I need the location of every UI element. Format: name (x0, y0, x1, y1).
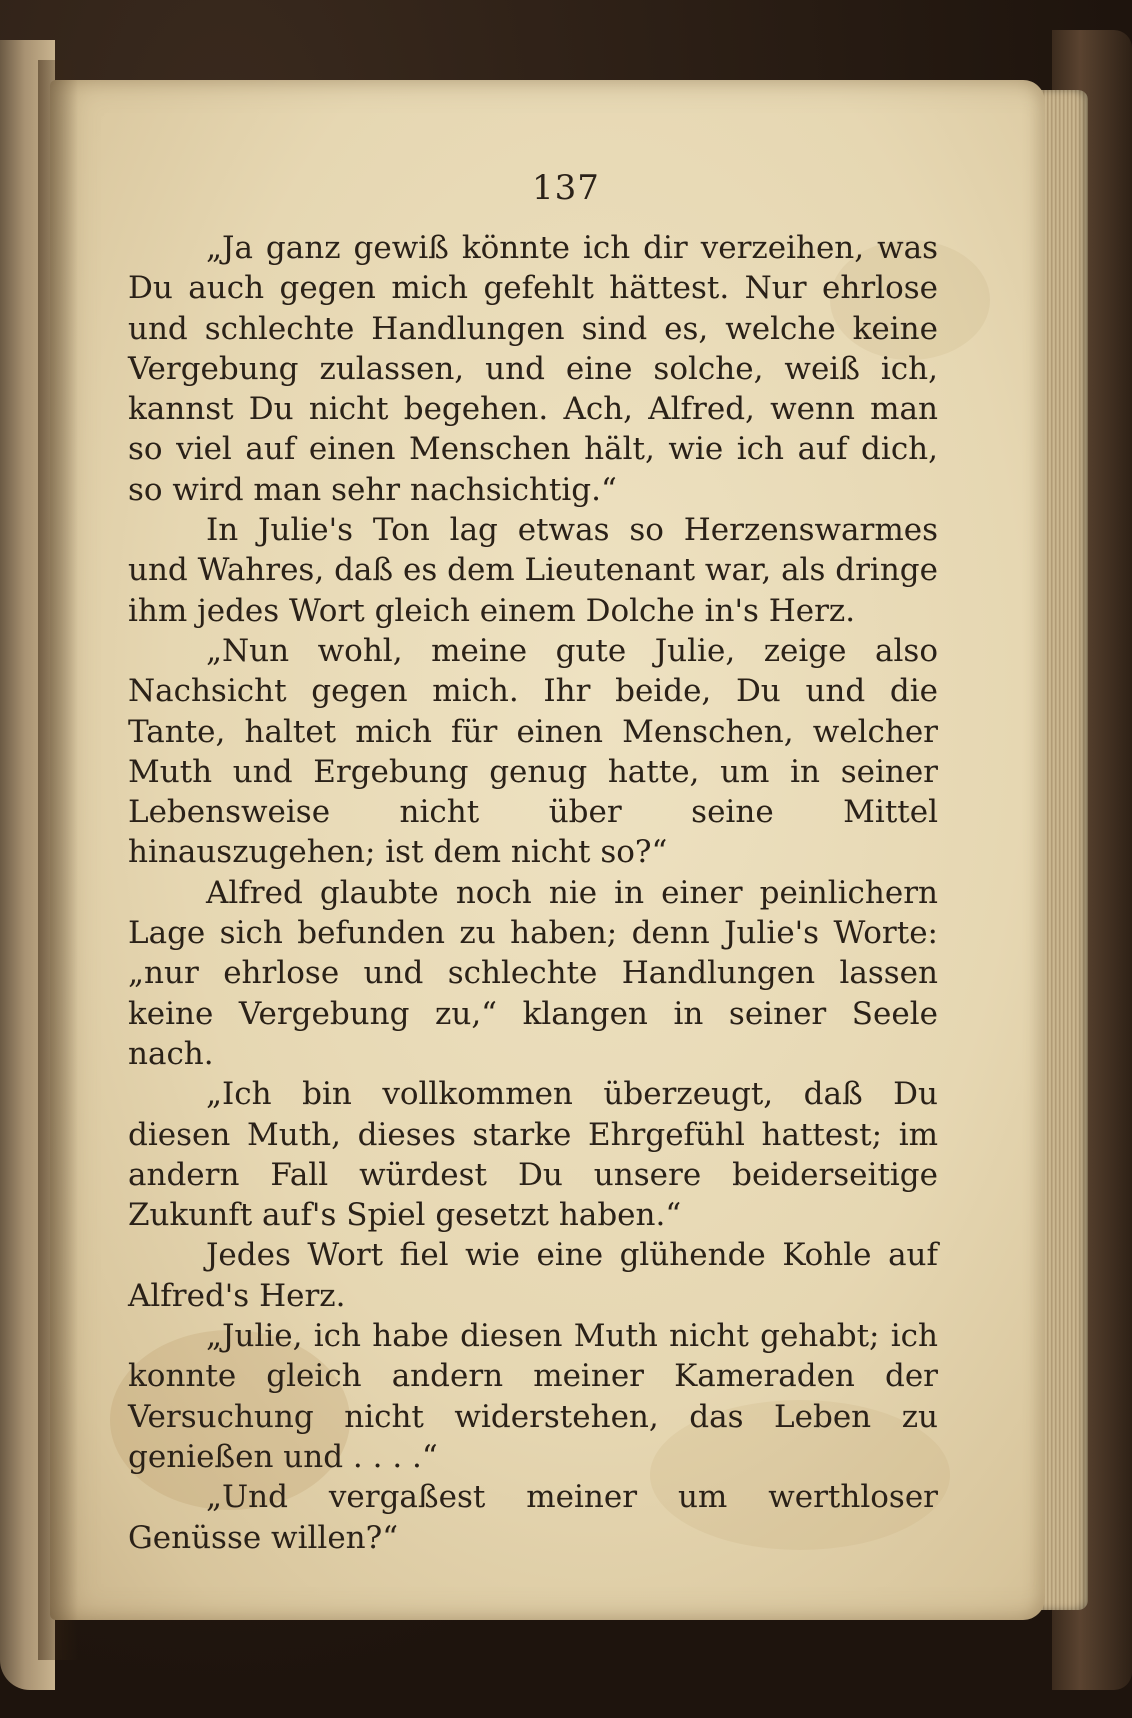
paragraph: „Und vergaßest meiner um werthloser Genüsse willen?“ (128, 1479, 938, 1556)
spine-shadow (38, 60, 78, 1660)
body-text (128, 228, 938, 1558)
paragraph: Jedes Wort fiel wie eine glühende Kohle auf Alfred's Herz. (128, 1237, 938, 1314)
paragraph: Alfred glaubte noch nie in einer peinlichern Lage sich befunden zu haben; denn Julie's Worte: „nur ehrlose und schlechte Handlungen lassen keine Vergebung zu,“ klangen in seiner Seele nach. (128, 874, 938, 1072)
page-stack-edge (1040, 90, 1088, 1610)
page-number: 137 (532, 168, 600, 208)
paragraph: „Ja ganz gewiß könnte ich dir verzeihen, was Du auch gegen mich gefehlt hättest. Nur ehrlose und schlechte Handlungen sind es, welche keine Vergebung zulassen, und eine solche, weiß ich, kannst Du nicht begehen. Ach, Alfred, wenn man so viel auf einen Menschen hält, wie ich auf dich, so wird man sehr nachsichtig.“ (128, 230, 938, 508)
paragraph: „Ich bin vollkommen überzeugt, daß Du diesen Muth, dieses starke Ehrgefühl hattest; im andern Fall würdest Du unsere beiderseitige Zukunft auf's Spiel gesetzt haben.“ (128, 1076, 938, 1234)
paragraph: In Julie's Ton lag etwas so Herzenswarmes und Wahres, daß es dem Lieutenant war, als dringe ihm jedes Wort gleich einem Dolche in's Herz. (128, 512, 938, 629)
paragraph: „Julie, ich habe diesen Muth nicht gehabt; ich konnte gleich andern meiner Kameraden der Versuchung nicht widerstehen, das Leben zu genießen und . . . .“ (128, 1318, 938, 1475)
paragraph: „Nun wohl, meine gute Julie, zeige also Nachsicht gegen mich. Ihr beide, Du und die Tante, haltet mich für einen Menschen, welcher Muth und Ergebung genug hatte, um in seiner Lebensweise nicht über seine Mittel hinauszugehen; ist dem nicht so?“ (128, 632, 938, 871)
